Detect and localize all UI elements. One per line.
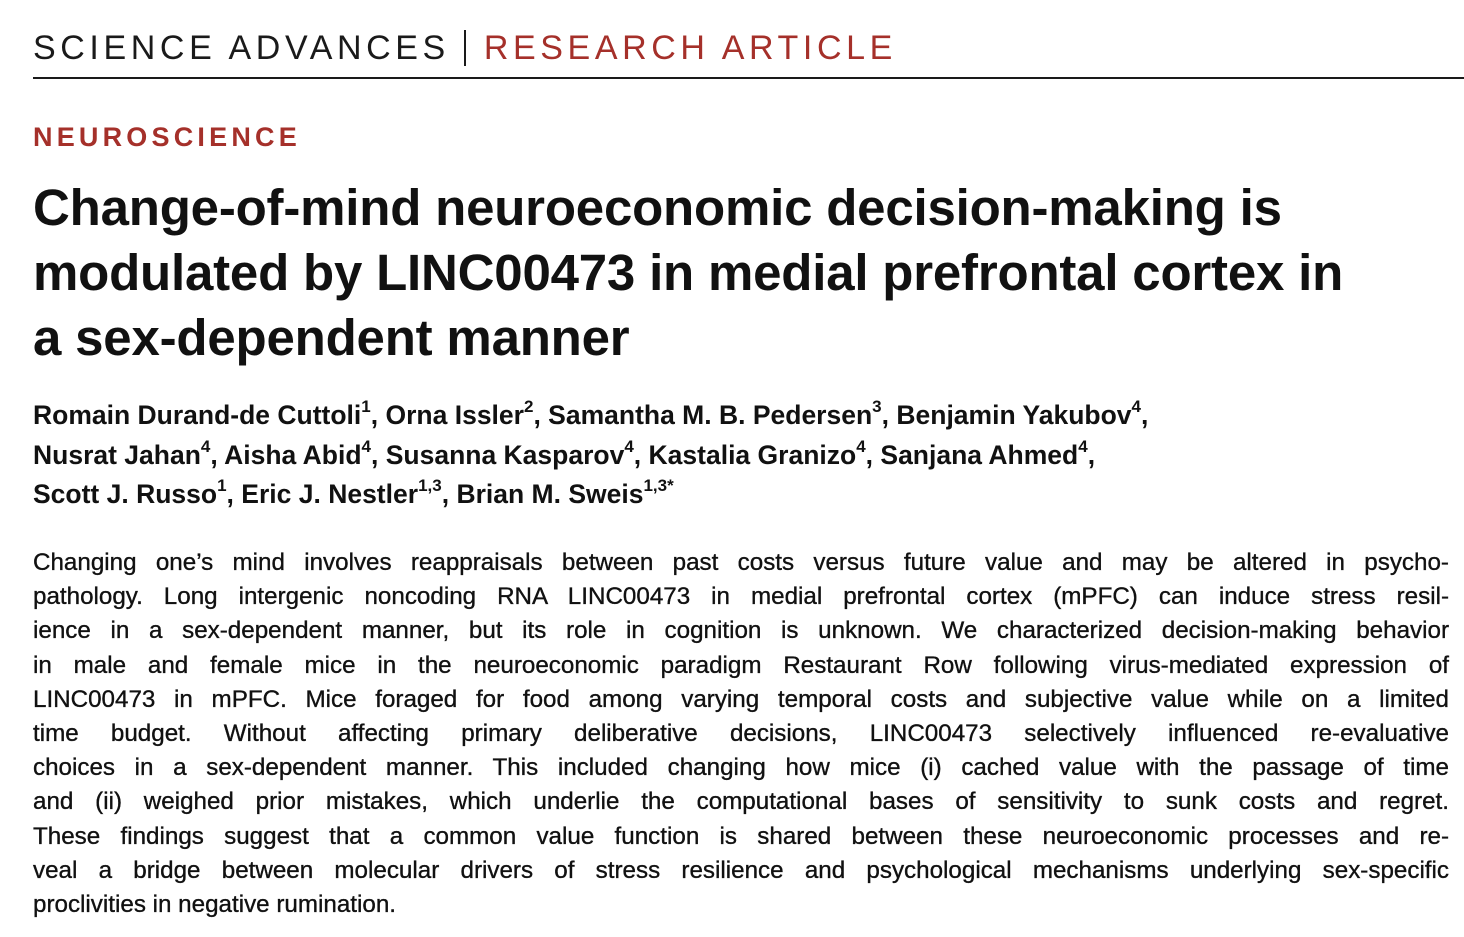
masthead bbox=[33, 26, 897, 70]
author-line: Nusrat Jahan$^4$, Aisha Abid$^4$, Susanna Kasparov$^4$, Kastalia Granizo$^4$, Sanjana Ahmed$^4$, bbox=[33, 436, 1096, 470]
author-affiliation: 1,3* bbox=[643, 476, 674, 496]
abstract-line: ience in a sex-dependent manner, but its role in cognition is unknown. We characterized decision-making behavior bbox=[33, 617, 1449, 645]
author-affiliation: 4 bbox=[1131, 397, 1141, 417]
author-name[interactable]: Sanjana Ahmed bbox=[880, 439, 1079, 470]
abstract-line: choices in a sex-dependent manner. This included changing how mice (i) cached value with the passage of time bbox=[33, 754, 1449, 782]
author-affiliation: 4 bbox=[624, 436, 634, 456]
author-name[interactable]: Romain Durand-de Cuttoli bbox=[33, 400, 362, 430]
author-name[interactable]: Benjamin Yakubov bbox=[896, 400, 1132, 430]
abstract bbox=[33, 546, 1449, 922]
abstract-line: and (ii) weighed prior mistakes, which underlie the computational bases of sensitivity to sunk costs and regret. bbox=[33, 788, 1449, 816]
author-affiliation: 2 bbox=[523, 397, 534, 417]
author-name[interactable]: Scott J. Russo bbox=[33, 479, 218, 509]
author-name[interactable]: Susanna Kasparov bbox=[385, 439, 625, 470]
author-affiliation: 3 bbox=[872, 397, 882, 417]
subject-category: NEUROSCIENCE bbox=[33, 122, 301, 152]
journal-name: SCIENCE ADVANCES bbox=[33, 29, 450, 67]
author-name[interactable]: Eric J. Nestler bbox=[241, 479, 419, 509]
abstract-line: time budget. Without affecting primary deliberative decisions, LINC00473 selectively influenced re-evaluative bbox=[33, 720, 1449, 748]
abstract-line: in male and female mice in the neuroeconomic paradigm Restaurant Row following virus-mediated expression of bbox=[33, 651, 1449, 679]
article-title bbox=[33, 175, 1453, 370]
article-type: RESEARCH ARTICLE bbox=[483, 29, 897, 67]
masthead-separator bbox=[464, 30, 466, 66]
author-name[interactable]: Brian M. Sweis bbox=[456, 479, 644, 509]
author-line: Romain Durand-de Cuttoli$^1$, Orna Issler$^2$, Samantha M. B. Pedersen$^3$, Benjamin Yakubov$^4$, bbox=[33, 397, 1149, 430]
author-affiliation: 1 bbox=[217, 476, 227, 496]
author-affiliation: 4 bbox=[200, 436, 211, 456]
header-rule bbox=[33, 77, 1464, 79]
author-name[interactable]: Nusrat Jahan bbox=[33, 439, 201, 470]
title-line: Change-of-mind neuroeconomic decision-making is bbox=[33, 179, 1282, 236]
abstract-line: LINC00473 in mPFC. Mice foraged for food among varying temporal costs and subjective value while on a limited bbox=[33, 685, 1449, 713]
title-line: a sex-dependent manner bbox=[33, 309, 630, 366]
article-page bbox=[33, 0, 1464, 937]
author-name[interactable]: Orna Issler bbox=[385, 400, 524, 430]
author-name[interactable]: Aisha Abid bbox=[224, 439, 362, 470]
author-affiliation: 4 bbox=[361, 436, 371, 456]
author-affiliation: 4 bbox=[1078, 436, 1088, 456]
author-affiliation: 1 bbox=[361, 397, 371, 417]
abstract-line: veal a bridge between molecular drivers of stress resilience and psychological mechanisms underlying sex-specific bbox=[33, 856, 1449, 884]
author-affiliation: 1,3 bbox=[418, 476, 442, 496]
author-name[interactable]: Samantha M. B. Pedersen bbox=[548, 400, 873, 430]
author-name[interactable]: Kastalia Granizo bbox=[648, 439, 857, 470]
abstract-line: These findings suggest that a common value function is shared between these neuroeconomic processes and re- bbox=[33, 822, 1449, 850]
abstract-line: pathology. Long intergenic noncoding RNA LINC00473 in medial prefrontal cortex (mPFC) can induce stress resil- bbox=[33, 583, 1449, 611]
author-list bbox=[33, 396, 1453, 515]
abstract-line: Changing one’s mind involves reappraisals between past costs versus future value and may be altered in psycho- bbox=[33, 549, 1449, 576]
abstract-line: proclivities in negative rumination. bbox=[33, 891, 396, 919]
author-affiliation: 4 bbox=[856, 436, 866, 456]
title-line: modulated by LINC00473 in medial prefrontal cortex in bbox=[33, 244, 1344, 301]
author-line: Scott J. Russo$^1$, Eric J. Nestler$^{1,3}$, Brian M. Sweis$^{1,3*}$ bbox=[33, 476, 674, 509]
